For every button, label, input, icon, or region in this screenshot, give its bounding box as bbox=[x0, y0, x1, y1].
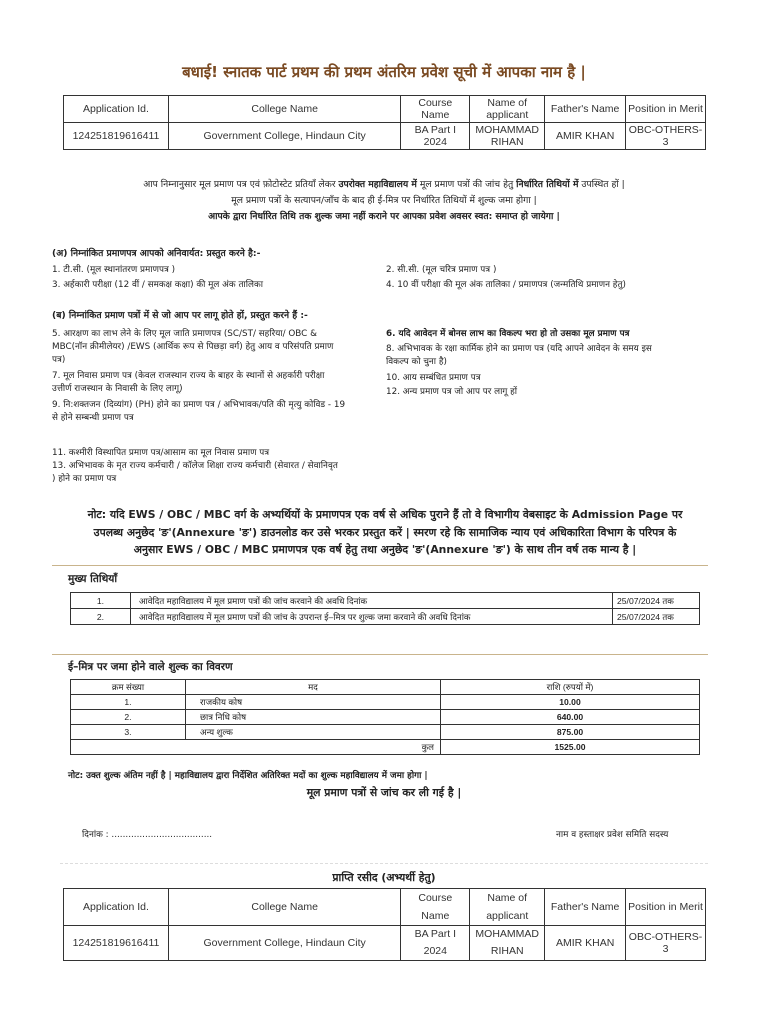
instructions bbox=[40, 177, 728, 225]
college-name: Government College, Hindaun City bbox=[168, 123, 400, 150]
table-row bbox=[64, 123, 706, 150]
merit-position: OBC-OTHERS-3 bbox=[626, 123, 706, 150]
divider bbox=[52, 654, 708, 655]
course-name: BA Part I 2024 bbox=[401, 123, 470, 150]
section-b-right-column: 6. यदि आवेदन में बोनस लाभ का विकल्प भरा हो तो उसका मूल प्रमाण पत्र 8. अभिभावक के रक्षा कार्मिक होने का प्रमाण पत्र (यदि आपने आवेदन के समय इस विकल्प को चुना है) 10. आय सम्बंधित प्रमाण पत्र 12. अन्य प्रमाण पत्र जो आप पर लागू हों bbox=[386, 329, 652, 397]
section-b-heading: (ब) निम्नांकित प्रमाण पत्रों में से जो आप पर लागू होते हों, प्रस्तुत करने हैं :- bbox=[52, 310, 308, 321]
receipt-heading: प्राप्ति रसीद (अभ्यर्थी हेतु) bbox=[332, 871, 436, 884]
table-row: 1. राजकीय कोष 10.00 bbox=[71, 695, 700, 710]
table-row: 3. अन्य शुल्क 875.00 bbox=[71, 725, 700, 740]
col-merit-position: Position in Merit bbox=[626, 96, 706, 123]
key-dates-table bbox=[70, 592, 700, 625]
verified-text: मूल प्रमाण पत्रों से जांच कर ली गई है | bbox=[306, 786, 462, 799]
fees-heading: ई–मित्र पर जमा होने वाले शुल्क का विवरण bbox=[68, 661, 233, 673]
table-row: 1. आवेदित महाविद्यालय में मूल प्रमाण पत्रों की जांच करवाने की अवधि दिनांक 25/07/2024 तक bbox=[71, 593, 700, 609]
key-dates-heading: मुख्य तिथियाँ bbox=[68, 573, 118, 585]
receipt-info-table bbox=[63, 888, 706, 961]
ews-note: नोट: यदि EWS / OBC / MBC वर्ग के अभ्यर्थियों के प्रमाणपत्र एक वर्ष से अधिक पुराने हैं तो वे विभागीय वेबसाइट के Admission Page पर उपलब्ध अनुछेद 'ङ'(Annexure 'ङ') डाउनलोड कर उसे भरकर प्रस्तुत करें | स्मरण रहे कि सामाजिक न्याय एवं अधिकारिता विभाग के परिपत्र के अनुसार EWS / OBC / MBC प्रमाणपत्र एक वर्ष हेतु तथा अनुछेद 'ङ'(Annexure 'ङ') के साथ तीन वर्ष तक मान्य है | bbox=[87, 508, 683, 556]
table-header-row: क्रम संख्या मद राशि (रुपयों में) bbox=[71, 680, 700, 695]
fathers-name: AMIR KHAN bbox=[545, 123, 626, 150]
table-row: 124251819616411 Government College, Hindaun City BA Part I 2024 MOHAMMAD RIHAN AMIR KHAN OBC-OTHERS-3 bbox=[64, 926, 706, 961]
list-item: 1. टी.सी. (मूल स्थानांतरण प्रमाणपत्र ) bbox=[52, 265, 176, 275]
list-item: 3. अर्हकारी परीक्षा (12 वीं / समकक्ष कक्षा) की मूल अंक तालिका bbox=[52, 280, 264, 290]
section-a-heading: (अ) निम्नांकित प्रमाणपत्र आपको अनिवार्यत: प्रस्तुत करने है:- bbox=[52, 248, 261, 259]
applicant-name: MOHAMMAD RIHAN bbox=[470, 123, 545, 150]
date-field: दिनांक : .................................... bbox=[82, 830, 213, 840]
list-item: 2. सी.सी. (मूल चरित्र प्रमाण पत्र ) bbox=[386, 265, 497, 275]
col-college-name: College Name bbox=[168, 96, 400, 123]
col-applicant-name: Name of applicant bbox=[470, 96, 545, 123]
fee-note: नोट: उक्त शुल्क अंतिम नहीं है | महाविद्यालय द्वारा निर्देशित अतिरिक्त मदों का शुल्क महाविद्यालय में जमा होगा | bbox=[68, 771, 428, 781]
fees-table bbox=[70, 679, 700, 755]
instruction-line-1: आप निम्नानुसार मूल प्रमाण पत्र एवं फ़ोटोस्टेट प्रतियाँ लेकर उपरोक्त महाविद्यालय में मूल प्रमाण पत्रों की जांच हेतु निर्धारित तिथियों में उपस्थित हों | bbox=[143, 179, 625, 190]
section-b-left-column: 5. आरक्षण का लाभ लेने के लिए मूल जाति प्रमाणपत्र (SC/ST/ सहरिया/ OBC & MBC(नॉन क्रीमीलेयर) /EWS (आर्थिक रूप से पिछड़ा वर्ग) हेतु आय व परिसंपति प्रमाण पत्र) 7. मूल निवास प्रमाण पत्र (केवल राजस्थान राज्य के बाहर के स्थानों से अहर्कारी परीक्षा उत्तीर्ण राजस्थान के निवासी के लिए लागू) 9. नि:शक्तजन (दिव्यांग) (PH) होने का प्रमाण पत्र / अभिभावक/पति की मृत्यु कोविड - 19 से होने सम्बन्धी प्रमाण पत्र bbox=[52, 329, 346, 423]
instruction-line-2: मूल प्रमाण पत्रों के सत्यापन/जाँच के बाद ही ई-मित्र पर निर्धारित तिथियों में शुल्क जमा होगा | bbox=[231, 195, 537, 206]
section-b-bottom: 11. कश्मीरी विस्थापित प्रमाण पत्र/आसाम का मूल निवास प्रमाण पत्र 13. अभिभावक के मृत राज्य कर्मचारी / कॉलेज शिक्षा राज्य कर्मचारी (सेवारत / सेवानिवृत ) होने का प्रमाण पत्र bbox=[52, 448, 338, 484]
total-row: कुल 1525.00 bbox=[71, 740, 700, 755]
applicant-info-table bbox=[63, 95, 706, 150]
page-title: बधाई! स्नातक पार्ट प्रथम की प्रथम अंतरिम प्रवेश सूची में आपका नाम है | bbox=[182, 63, 586, 81]
col-course-name: Course Name bbox=[401, 96, 470, 123]
divider bbox=[52, 565, 708, 566]
table-row: 2. छात्र निधि कोष 640.00 bbox=[71, 710, 700, 725]
signature-label: नाम व हस्ताक्षर प्रवेश समिति सदस्य bbox=[556, 830, 669, 840]
table-header-row bbox=[64, 96, 706, 123]
application-id: 124251819616411 bbox=[64, 123, 169, 150]
list-item: 4. 10 वीं परीक्षा की मूल अंक तालिका / प्रमाणपत्र (जन्मतिथि प्रमाणन हेतु) bbox=[386, 280, 626, 290]
col-application-id: Application Id. bbox=[64, 96, 169, 123]
table-row: 2. आवेदित महाविद्यालय में मूल प्रमाण पत्रों की जांच के उपरान्त ई–मित्र पर शुल्क जमा करवाने की अवधि दिनांक 25/07/2024 तक bbox=[71, 609, 700, 625]
col-fathers-name: Father's Name bbox=[545, 96, 626, 123]
instruction-line-3: आपके द्वारा निर्धारित तिथि तक शुल्क जमा नहीं कराने पर आपका प्रवेश अवसर स्वत: समाप्त हो जायेगा | bbox=[208, 211, 560, 222]
cut-line bbox=[60, 863, 708, 864]
table-header-row: Application Id. College Name Course Name Name of applicant Father's Name Position in Merit bbox=[64, 889, 706, 926]
